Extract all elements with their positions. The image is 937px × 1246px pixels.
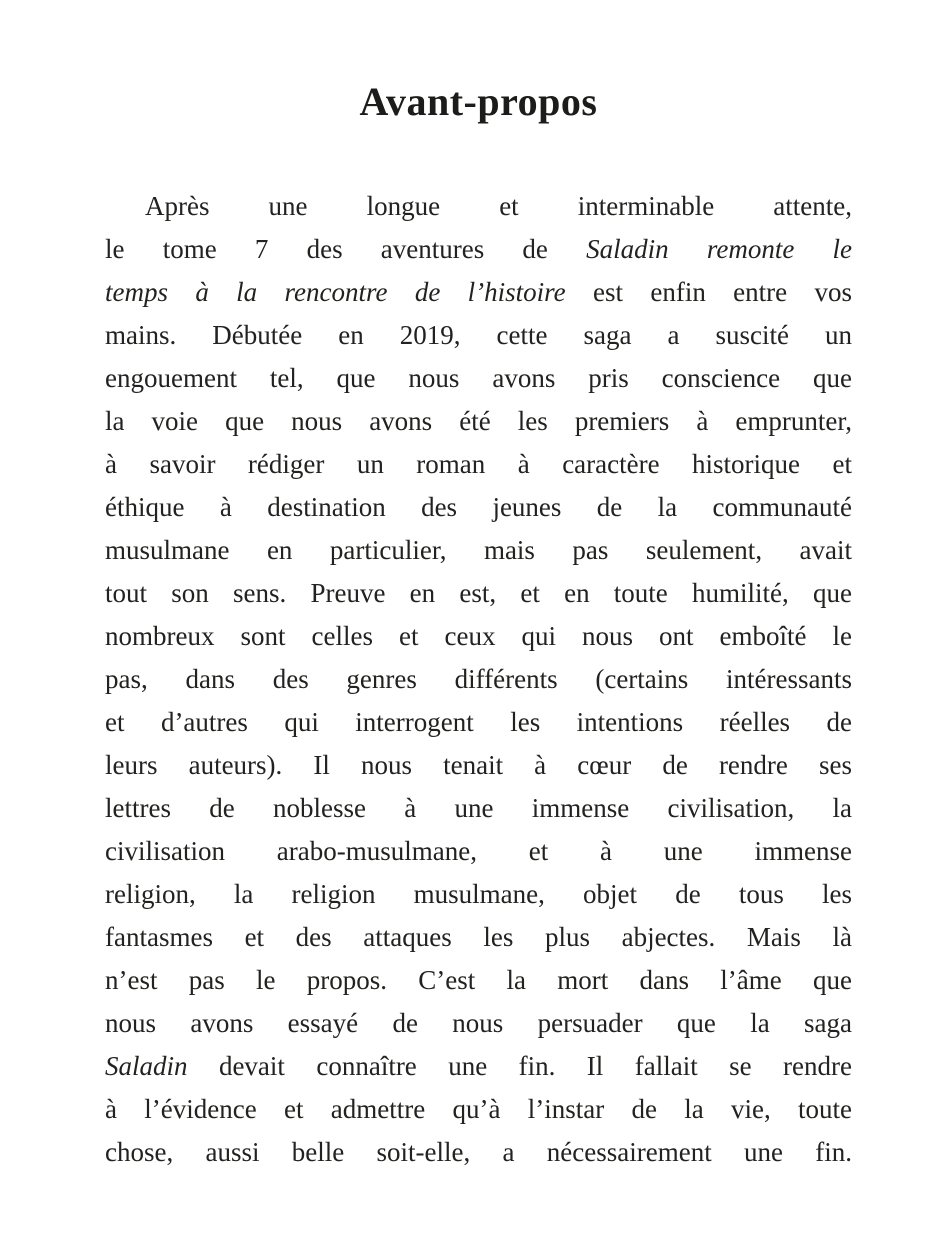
text-line [105, 185, 852, 228]
page-title: Avant-propos [359, 79, 598, 124]
body-text: et d’autres qui interrogent les intentions réelles de [105, 707, 852, 737]
text-line [105, 228, 852, 271]
body-text: le tome 7 des aventures de [105, 234, 587, 264]
book-title-italic-text: temps à la rencontre de l’histoire [105, 277, 566, 307]
body-text: pas, dans des genres différents (certains intéressants [105, 664, 852, 694]
text-line [105, 701, 852, 744]
text-line [105, 1088, 852, 1131]
body-text: à savoir rédiger un roman à caractère historique et [105, 449, 852, 479]
body-text: est enfin entre vos [565, 277, 852, 307]
body-text: musulmane en particulier, mais pas seulement, avait [105, 535, 852, 565]
text-line [105, 744, 852, 787]
body-text: nombreux sont celles et ceux qui nous ont emboîté le [105, 621, 852, 651]
body-text: à l’évidence et admettre qu’à l’instar de la vie, toute [105, 1094, 852, 1124]
body-text: engouement tel, que nous avons pris conscience que [105, 363, 852, 393]
body-text: Après une longue et interminable attente, [145, 191, 852, 221]
body-text: civilisation arabo-musulmane, et à une immense [105, 836, 852, 866]
text-line [105, 916, 852, 959]
body-text: mains. Débutée en 2019, cette saga a suscité un [105, 320, 852, 350]
text-line [105, 830, 852, 873]
body-text: chose, aussi belle soit-elle, a nécessairement une fin. [105, 1137, 852, 1167]
body-text: devait connaître une fin. Il fallait se rendre [187, 1051, 852, 1081]
body-text: lettres de noblesse à une immense civilisation, la [105, 793, 852, 823]
body-text: n’est pas le propos. C’est la mort dans l’âme que [105, 965, 852, 995]
body-text: tout son sens. Preuve en est, et en toute humilité, que [105, 578, 852, 608]
text-line [105, 443, 852, 486]
body-text: la voie que nous avons été les premiers à emprunter, [105, 406, 852, 436]
text-line [105, 873, 852, 916]
text-line [105, 787, 852, 830]
text-line [105, 1131, 852, 1174]
body-text: éthique à destination des jeunes de la communauté [105, 492, 852, 522]
book-title-italic-text: Saladin remonte le [586, 234, 852, 264]
body-text: nous avons essayé de nous persuader que la saga [105, 1008, 852, 1038]
body-text: leurs auteurs). Il nous tenait à cœur de rendre ses [105, 750, 852, 780]
text-line [105, 357, 852, 400]
text-line [105, 959, 852, 1002]
text-line [105, 615, 852, 658]
text-line [105, 658, 852, 701]
text-line [105, 271, 852, 314]
book-title-italic-text: Saladin [105, 1051, 188, 1081]
text-line [105, 400, 852, 443]
body-text: fantasmes et des attaques les plus abjectes. Mais là [105, 922, 852, 952]
text-line [105, 1002, 852, 1045]
text-line [105, 529, 852, 572]
text-line [105, 486, 852, 529]
text-line [105, 1045, 852, 1088]
body-text: religion, la religion musulmane, objet de tous les [105, 879, 852, 909]
foreword-paragraph [105, 185, 852, 1174]
text-line [105, 572, 852, 615]
text-line [105, 314, 852, 357]
